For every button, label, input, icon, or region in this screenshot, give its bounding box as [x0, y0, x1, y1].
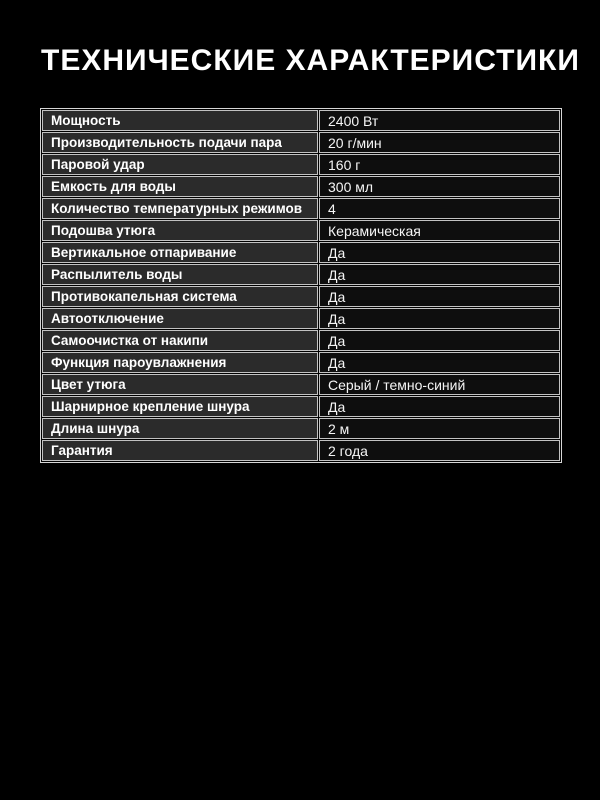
table-row — [42, 396, 560, 417]
spec-value-cell: Серый / темно-синий — [319, 374, 560, 395]
table-row — [42, 440, 560, 461]
spec-label-cell: Цвет утюга — [42, 374, 318, 395]
spec-value-cell: 2 м — [319, 418, 560, 439]
spec-value-cell: 160 г — [319, 154, 560, 175]
spec-label-cell: Емкость для воды — [42, 176, 318, 197]
spec-value-cell: Керамическая — [319, 220, 560, 241]
spec-label-cell: Автоотключение — [42, 308, 318, 329]
spec-value-cell: 4 — [319, 198, 560, 219]
spec-label-cell: Гарантия — [42, 440, 318, 461]
spec-value-cell: 2400 Вт — [319, 110, 560, 131]
table-row — [42, 220, 560, 241]
table-row — [42, 330, 560, 351]
specs-table — [40, 108, 562, 463]
page-title: ТЕХНИЧЕСКИЕ ХАРАКТЕРИСТИКИ — [41, 44, 580, 77]
spec-label-cell: Производительность подачи пара — [42, 132, 318, 153]
table-row — [42, 264, 560, 285]
table-row — [42, 286, 560, 307]
table-row — [42, 154, 560, 175]
specs-table-body — [42, 110, 560, 461]
table-row — [42, 176, 560, 197]
spec-label-cell: Шарнирное крепление шнура — [42, 396, 318, 417]
spec-label-cell: Вертикальное отпаривание — [42, 242, 318, 263]
spec-label-cell: Количество температурных режимов — [42, 198, 318, 219]
spec-value-cell: Да — [319, 264, 560, 285]
spec-label-cell: Самоочистка от накипи — [42, 330, 318, 351]
spec-label-cell: Мощность — [42, 110, 318, 131]
table-row — [42, 374, 560, 395]
spec-label-cell: Функция пароувлажнения — [42, 352, 318, 373]
spec-label-cell: Противокапельная система — [42, 286, 318, 307]
table-row — [42, 110, 560, 131]
table-row — [42, 132, 560, 153]
spec-value-cell: 20 г/мин — [319, 132, 560, 153]
table-row — [42, 418, 560, 439]
spec-value-cell: 300 мл — [319, 176, 560, 197]
spec-value-cell: Да — [319, 396, 560, 417]
spec-label-cell: Распылитель воды — [42, 264, 318, 285]
spec-label-cell: Длина шнура — [42, 418, 318, 439]
spec-value-cell: Да — [319, 308, 560, 329]
spec-label-cell: Паровой удар — [42, 154, 318, 175]
spec-value-cell: Да — [319, 352, 560, 373]
spec-label-cell: Подошва утюга — [42, 220, 318, 241]
table-row — [42, 242, 560, 263]
spec-value-cell: Да — [319, 286, 560, 307]
spec-value-cell: 2 года — [319, 440, 560, 461]
table-row — [42, 198, 560, 219]
spec-value-cell: Да — [319, 242, 560, 263]
spec-value-cell: Да — [319, 330, 560, 351]
table-row — [42, 352, 560, 373]
table-row — [42, 308, 560, 329]
